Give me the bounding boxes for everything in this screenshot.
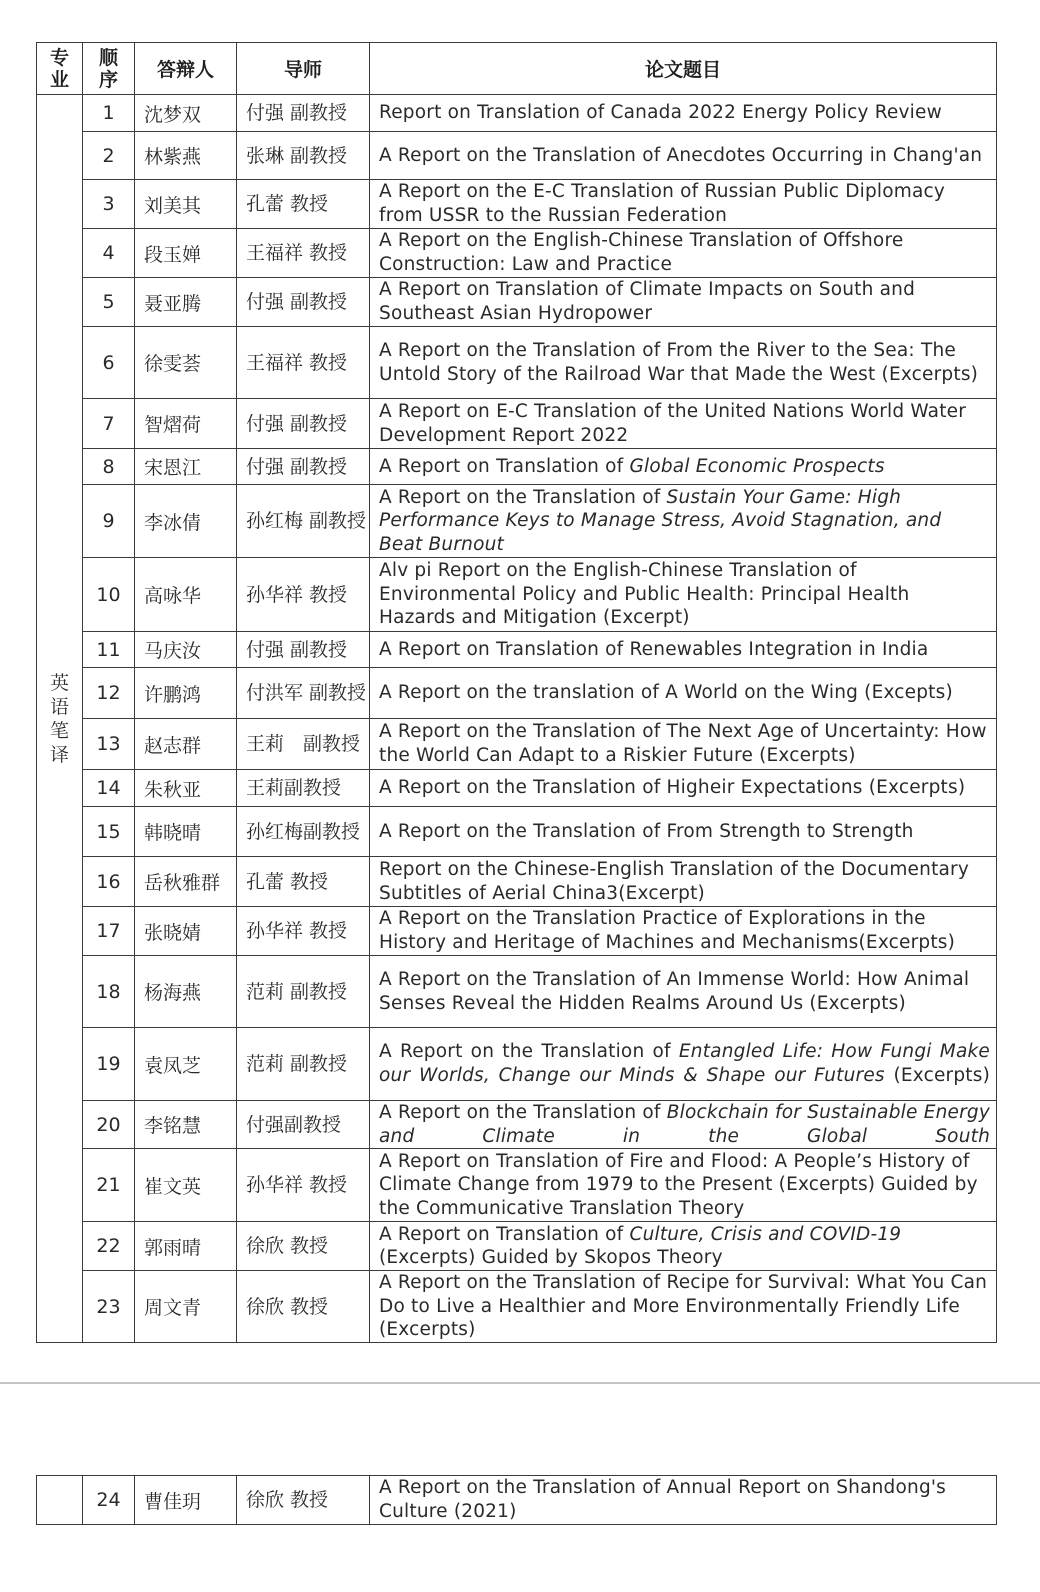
title-text: A Report on the English-Chinese Translation of Offshore Construction: Law and Practice bbox=[379, 230, 904, 275]
advisor-cell: 付强 副教授 bbox=[237, 399, 370, 449]
vertical-char: 笔 bbox=[49, 719, 69, 742]
defender-cell: 高咏华 bbox=[135, 558, 237, 632]
thesis-title-cell bbox=[370, 1271, 997, 1343]
continuation-body bbox=[37, 1476, 997, 1525]
thesis-title-cell bbox=[370, 1222, 997, 1271]
table-row bbox=[37, 857, 997, 907]
title-text: A Report on the Translation of bbox=[379, 486, 667, 508]
title-text: A Report on the Translation of bbox=[379, 1041, 679, 1063]
title-italic-text: Entangled Life: How Fungi Make our Worlds, Change our Minds & Shape our Futures bbox=[379, 1041, 990, 1086]
order-cell: 18 bbox=[83, 956, 135, 1028]
thesis-title-cell bbox=[370, 719, 997, 770]
defender-cell: 李铭慧 bbox=[135, 1101, 237, 1149]
advisor-cell: 徐欣 教授 bbox=[237, 1476, 370, 1525]
thesis-title-cell bbox=[370, 770, 997, 807]
title-text: A Report on the Translation of Anecdotes Occurring in Chang'an bbox=[379, 144, 983, 166]
thesis-title-cell bbox=[370, 1476, 997, 1525]
order-cell: 6 bbox=[83, 327, 135, 399]
order-cell: 1 bbox=[83, 95, 135, 132]
title-text: A Report on the E-C Translation of Russian Public Diplomacy from USSR to the Russian Federation bbox=[379, 181, 946, 226]
title-text: A Report on Translation of bbox=[379, 455, 630, 477]
title-italic-text: Global Economic Prospects bbox=[629, 455, 885, 477]
defender-cell: 张晓婧 bbox=[135, 907, 237, 956]
thesis-title-cell bbox=[370, 668, 997, 719]
title-text: A Report on the Translation of From the River to the Sea: The Untold Story of the Railroad War that Made the West (Excerpts) bbox=[379, 339, 979, 385]
defender-cell: 徐雯荟 bbox=[135, 327, 237, 399]
defender-cell: 聂亚腾 bbox=[135, 278, 237, 327]
order-cell: 10 bbox=[83, 558, 135, 632]
thesis-title-cell bbox=[370, 907, 997, 956]
order-cell: 2 bbox=[83, 132, 135, 180]
advisor-cell: 付强副教授 bbox=[237, 1101, 370, 1149]
title-text: A Report on Translation of Fire and Flood: A People’s History of Climate Change from 1979 to the Present (Excerpts) Guided by the Communicative Translation Theory bbox=[379, 1150, 978, 1219]
header-major-text bbox=[37, 47, 82, 91]
table-row bbox=[37, 95, 997, 132]
table-row bbox=[37, 1222, 997, 1271]
order-cell: 15 bbox=[83, 807, 135, 857]
title-text: Alv pi Report on the English-Chinese Translation of Environmental Policy and Public Health: Principal Health Hazards and Mitigation (Excerpt) bbox=[379, 560, 910, 629]
header-order-text bbox=[83, 47, 134, 91]
thesis-title-cell bbox=[370, 399, 997, 449]
advisor-cell: 孙红梅副教授 bbox=[237, 807, 370, 857]
title-text: A Report on the Translation of An Immense World: How Animal Senses Reveal the Hidden Realms Around Us (Excerpts) bbox=[379, 968, 970, 1014]
title-italic-text: Culture, Crisis and COVID-19 bbox=[629, 1223, 902, 1245]
table-row bbox=[37, 668, 997, 719]
order-cell: 22 bbox=[83, 1222, 135, 1271]
title-text: A Report on the Translation of Higheir Expectations (Excerpts) bbox=[379, 777, 966, 799]
header-title: 论文题目 bbox=[370, 43, 997, 95]
order-cell: 21 bbox=[83, 1149, 135, 1222]
order-cell: 14 bbox=[83, 770, 135, 807]
advisor-cell: 王福祥 教授 bbox=[237, 327, 370, 399]
order-cell: 8 bbox=[83, 449, 135, 485]
thesis-title-cell bbox=[370, 857, 997, 907]
table-row bbox=[37, 1149, 997, 1222]
advisor-cell: 孙华祥 教授 bbox=[237, 558, 370, 632]
thesis-title-cell bbox=[370, 956, 997, 1028]
table-row bbox=[37, 180, 997, 229]
defense-schedule-table bbox=[36, 42, 997, 1343]
advisor-cell: 付强 副教授 bbox=[237, 95, 370, 132]
vertical-char: 顺 bbox=[98, 46, 118, 69]
title-text: A Report on Translation of Renewables Integration in India bbox=[379, 638, 929, 660]
continuation-table bbox=[36, 1475, 997, 1525]
defender-cell: 朱秋亚 bbox=[135, 770, 237, 807]
advisor-cell: 孙华祥 教授 bbox=[237, 1149, 370, 1222]
table-row bbox=[37, 1028, 997, 1101]
defender-cell: 段玉婵 bbox=[135, 229, 237, 278]
title-text: A Report on Translation of Climate Impacts on South and Southeast Asian Hydropower bbox=[379, 279, 916, 324]
order-cell: 19 bbox=[83, 1028, 135, 1101]
table-row bbox=[37, 449, 997, 485]
order-cell: 11 bbox=[83, 632, 135, 668]
thesis-title-cell bbox=[370, 229, 997, 278]
order-cell: 4 bbox=[83, 229, 135, 278]
table-row bbox=[37, 132, 997, 180]
advisor-cell: 付强 副教授 bbox=[237, 632, 370, 668]
vertical-char: 专 bbox=[49, 46, 69, 69]
table-row bbox=[37, 327, 997, 399]
table-row bbox=[37, 956, 997, 1028]
table-row bbox=[37, 807, 997, 857]
title-suffix-text: (Excerpts) bbox=[884, 1065, 991, 1086]
vertical-char: 英 bbox=[49, 671, 69, 694]
order-cell: 16 bbox=[83, 857, 135, 907]
defender-cell: 宋恩江 bbox=[135, 449, 237, 485]
advisor-cell: 付洪军 副教授 bbox=[237, 668, 370, 719]
advisor-cell: 徐欣 教授 bbox=[237, 1222, 370, 1271]
title-suffix-text: (Excerpts) Guided by Skopos Theory bbox=[379, 1247, 723, 1269]
order-cell: 13 bbox=[83, 719, 135, 770]
table-row bbox=[37, 907, 997, 956]
header-major bbox=[37, 43, 83, 95]
title-text: A Report on the Translation of The Next Age of Uncertainty: How the World Can Adapt to a Riskier Future (Excerpts) bbox=[379, 721, 987, 766]
table-row bbox=[37, 770, 997, 807]
title-text: A Report on the Translation Practice of Explorations in the History and Heritage of Machines and Mechanisms(Excerpts) bbox=[379, 908, 956, 953]
defender-cell: 岳秋雅群 bbox=[135, 857, 237, 907]
thesis-title-cell bbox=[370, 1149, 997, 1222]
advisor-cell: 孙红梅 副教授 bbox=[237, 485, 370, 558]
thesis-title-cell bbox=[370, 180, 997, 229]
table-row bbox=[37, 1476, 997, 1525]
table-body bbox=[37, 95, 997, 1343]
defender-cell: 李冰倩 bbox=[135, 485, 237, 558]
order-cell: 12 bbox=[83, 668, 135, 719]
defender-cell: 许鹏鸿 bbox=[135, 668, 237, 719]
defender-cell: 曹佳玥 bbox=[135, 1476, 237, 1525]
table-row bbox=[37, 1101, 997, 1149]
defender-cell: 赵志群 bbox=[135, 719, 237, 770]
major-cell bbox=[37, 1476, 83, 1525]
page-separator bbox=[0, 1382, 1040, 1384]
table-row bbox=[37, 632, 997, 668]
order-cell: 17 bbox=[83, 907, 135, 956]
thesis-title-cell bbox=[370, 278, 997, 327]
table-row bbox=[37, 485, 997, 558]
advisor-cell: 徐欣 教授 bbox=[237, 1271, 370, 1343]
advisor-cell: 付强 副教授 bbox=[237, 449, 370, 485]
defender-cell: 杨海燕 bbox=[135, 956, 237, 1028]
title-italic-text: Blockchain for Sustainable Energy and Climate in the Global South bbox=[379, 1102, 990, 1147]
defender-cell: 郭雨晴 bbox=[135, 1222, 237, 1271]
vertical-char: 序 bbox=[98, 68, 118, 91]
thesis-title-cell bbox=[370, 1101, 997, 1149]
thesis-title-cell bbox=[370, 449, 997, 485]
order-cell: 24 bbox=[83, 1476, 135, 1525]
defender-cell: 袁凤芝 bbox=[135, 1028, 237, 1101]
title-text: Report on the Chinese-English Translation of the Documentary Subtitles of Aerial China3(Excerpt) bbox=[379, 858, 970, 904]
defender-cell: 智熠荷 bbox=[135, 399, 237, 449]
advisor-cell: 付强 副教授 bbox=[237, 278, 370, 327]
advisor-cell: 范莉 副教授 bbox=[237, 1028, 370, 1101]
order-cell: 20 bbox=[83, 1101, 135, 1149]
advisor-cell: 范莉 副教授 bbox=[237, 956, 370, 1028]
defender-cell: 刘美其 bbox=[135, 180, 237, 229]
defender-cell: 马庆汝 bbox=[135, 632, 237, 668]
header-order bbox=[83, 43, 135, 95]
order-cell: 9 bbox=[83, 485, 135, 558]
thesis-title-cell bbox=[370, 807, 997, 857]
thesis-title-cell bbox=[370, 95, 997, 132]
advisor-cell: 王福祥 教授 bbox=[237, 229, 370, 278]
order-cell: 3 bbox=[83, 180, 135, 229]
title-text: Report on Translation of Canada 2022 Energy Policy Review bbox=[379, 102, 942, 124]
order-cell: 5 bbox=[83, 278, 135, 327]
table-row bbox=[37, 719, 997, 770]
advisor-cell: 王莉 副教授 bbox=[237, 719, 370, 770]
table-row bbox=[37, 229, 997, 278]
defender-cell: 崔文英 bbox=[135, 1149, 237, 1222]
title-text: A Report on the Translation of Annual Report on Shandong's Culture (2021) bbox=[379, 1477, 947, 1522]
defender-cell: 沈梦双 bbox=[135, 95, 237, 132]
table-row bbox=[37, 278, 997, 327]
table-row bbox=[37, 558, 997, 632]
title-text: A Report on the translation of A World on the Wing (Excepts) bbox=[379, 682, 953, 704]
thesis-title-cell bbox=[370, 1028, 997, 1101]
title-text: A Report on the Translation of From Strength to Strength bbox=[379, 820, 914, 842]
thesis-title-cell bbox=[370, 485, 997, 558]
vertical-char: 译 bbox=[49, 743, 69, 766]
vertical-char: 业 bbox=[49, 68, 69, 91]
order-cell: 7 bbox=[83, 399, 135, 449]
major-cell bbox=[37, 95, 83, 1343]
defender-cell: 林紫燕 bbox=[135, 132, 237, 180]
thesis-title-cell bbox=[370, 558, 997, 632]
order-cell: 23 bbox=[83, 1271, 135, 1343]
header-defender: 答辩人 bbox=[135, 43, 237, 95]
defender-cell: 韩晓晴 bbox=[135, 807, 237, 857]
table-row bbox=[37, 399, 997, 449]
major-text bbox=[37, 671, 82, 767]
thesis-title-cell bbox=[370, 132, 997, 180]
table-row bbox=[37, 1271, 997, 1343]
title-text: A Report on Translation of bbox=[379, 1223, 630, 1245]
table-header-row bbox=[37, 43, 997, 95]
advisor-cell: 张琳 副教授 bbox=[237, 132, 370, 180]
title-italic-text: Sustain Your Game: High Performance Keys to Manage Stress, Avoid Stagnation, and Beat Burnout bbox=[379, 486, 942, 555]
title-text: A Report on E-C Translation of the United Nations World Water Development Report 2022 bbox=[379, 400, 967, 446]
advisor-cell: 孔蕾 教授 bbox=[237, 180, 370, 229]
thesis-title-cell bbox=[370, 327, 997, 399]
advisor-cell: 孔蕾 教授 bbox=[237, 857, 370, 907]
defender-cell: 周文青 bbox=[135, 1271, 237, 1343]
header-advisor: 导师 bbox=[237, 43, 370, 95]
title-text: A Report on the Translation of Recipe for Survival: What You Can Do to Live a Healthier and More Environmentally Friendly Life (Excerpts) bbox=[379, 1272, 988, 1341]
vertical-char: 语 bbox=[49, 695, 69, 718]
advisor-cell: 王莉副教授 bbox=[237, 770, 370, 807]
advisor-cell: 孙华祥 教授 bbox=[237, 907, 370, 956]
thesis-title-cell bbox=[370, 632, 997, 668]
title-text: A Report on the Translation of bbox=[379, 1102, 667, 1123]
